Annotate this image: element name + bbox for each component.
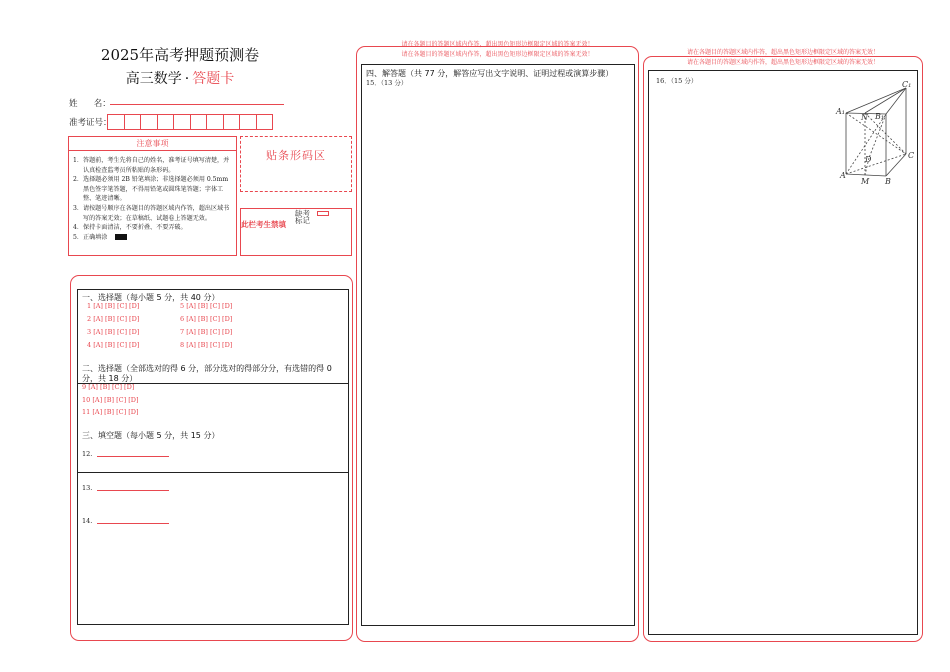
absent-panel <box>240 208 352 256</box>
section3-title: 三、填空题（每小题 5 分，共 15 分） <box>82 431 220 440</box>
figure-label-n: N <box>861 113 868 122</box>
figure-label-a1: A₁ <box>836 107 845 116</box>
fill-blank-13-label: 13. <box>82 484 93 492</box>
exam-id-box[interactable] <box>107 114 125 130</box>
fill-blank-14-label: 14. <box>82 517 93 525</box>
prism-figure <box>832 78 918 186</box>
name-label: 姓 名： <box>69 99 111 109</box>
figure-label-d: D <box>865 155 872 164</box>
notice-item: 4． 保持卡面清洁，不要折叠、不要弄破。 <box>73 224 187 232</box>
notice-item: 5． 正确填涂 <box>73 233 232 243</box>
choice-row-2[interactable]: 2 [A] [B] [C] [D] <box>87 315 140 323</box>
absent-mark-label: 缺考标记 <box>295 209 310 225</box>
exam-id-box[interactable] <box>140 114 158 130</box>
figure-label-c: C <box>908 151 915 160</box>
name-field[interactable] <box>110 104 284 105</box>
figure-label-a: A <box>840 171 846 180</box>
notice-item: 1． 答题前，考生先将自己的姓名，准考证号填写清楚，并认真检查监考员所粘贴的条形码。 <box>73 157 230 174</box>
figure-label-m: M <box>861 177 870 186</box>
barcode-label: 贴条形码区 <box>266 149 326 162</box>
warning-right-1: 请在各题目的答题区域内作答，超出黑色矩形边框限定区域的答案无效！ <box>686 49 879 56</box>
fill-blank-13[interactable] <box>97 490 169 491</box>
exam-id-label: 准考证号： <box>69 118 112 128</box>
fill-blank-14[interactable] <box>97 523 169 524</box>
absent-mark-box[interactable] <box>317 211 329 216</box>
notice-panel <box>68 136 237 256</box>
notice-item: 3． 请按题号顺序在各题目的答题区域内作答，超出区域书写的答案无效；在草稿纸、试题卷上答题无效。 <box>73 204 230 222</box>
choice-row-11[interactable]: 11 [A] [B] [C] [D] <box>82 408 139 416</box>
q16-label: 16．（15 分） <box>656 77 698 85</box>
section4-title: 四、解答题（共 77 分，解答应写出文字说明、证明过程或演算步骤） <box>366 69 614 78</box>
fill-blank-12[interactable] <box>97 456 169 457</box>
choice-row-5[interactable]: 5 [A] [B] [C] [D] <box>180 302 233 310</box>
fill-sample-mark <box>115 234 127 240</box>
absent-label: 此栏考生禁填 <box>241 220 286 229</box>
subtitle-main: 高三数学 <box>125 71 182 87</box>
exam-id-box[interactable] <box>256 114 274 130</box>
warning-right-2: 请在各题目的答题区域内作答，超出黑色矩形边框限定区域的答案无效！ <box>686 59 879 66</box>
exam-id-box[interactable] <box>223 114 241 130</box>
figure-label-b1: B₁ <box>875 112 885 121</box>
choice-row-7[interactable]: 7 [A] [B] [C] [D] <box>180 328 233 336</box>
exam-id-box[interactable] <box>157 114 175 130</box>
choice-row-9[interactable]: 9 [A] [B] [C] [D] <box>82 383 135 391</box>
choice-row-10[interactable]: 10 [A] [B] [C] [D] <box>82 395 139 404</box>
subtitle-dot: · <box>184 71 190 87</box>
section1-title: 一、选择题（每小题 5 分，共 40 分） <box>82 293 220 302</box>
figure-label-c1: C₁ <box>902 80 912 89</box>
warning-top-2: 请在各题目的答题区域内作答，超出黑色矩形边框限定区域的答案无效！ <box>401 51 594 58</box>
warning-top-1: 请在各题目的答题区域内作答，超出黑色矩形边框限定区域的答案无效！ <box>401 41 594 48</box>
fill-blank-12-label: 12. <box>82 450 93 458</box>
page-title: 2025年高考押题预测卷 <box>100 46 260 64</box>
q15-answer-box[interactable] <box>361 64 635 626</box>
fill-answer-box <box>77 472 349 625</box>
choice-column-2 <box>180 302 232 354</box>
exam-id-box[interactable] <box>124 114 142 130</box>
choice-row-8[interactable]: 8 [A] [B] [C] [D] <box>180 341 233 349</box>
barcode-area <box>240 136 352 192</box>
exam-id-box[interactable] <box>239 114 257 130</box>
choice-row-3[interactable]: 3 [A] [B] [C] [D] <box>87 328 140 336</box>
page-subtitle <box>60 68 300 88</box>
figure-label-b: B <box>885 177 891 186</box>
exam-id-box[interactable] <box>190 114 208 130</box>
q15-label: 15．（13 分） <box>366 79 408 87</box>
exam-id-box[interactable] <box>206 114 224 130</box>
choice-column-3 <box>82 383 138 421</box>
choice-row-1[interactable]: 1 [A] [B] [C] [D] <box>87 302 140 310</box>
exam-id-box[interactable] <box>173 114 191 130</box>
notice-list <box>69 151 236 242</box>
exam-id-boxes[interactable] <box>107 114 272 130</box>
notice-title: 注意事项 <box>69 137 236 151</box>
choice-row-6[interactable]: 6 [A] [B] [C] [D] <box>180 315 233 323</box>
subtitle-accent: 答题卡 <box>192 71 235 87</box>
section2-title: 二、选择题（全部选对的得 6 分，部分选对的得部分分，有选错的得 0 分，共 18 分） <box>82 364 332 383</box>
choice-row-4[interactable]: 4 [A] [B] [C] [D] <box>87 341 140 349</box>
choice-column-1 <box>87 302 139 354</box>
notice-item: 2． 选择题必须用 2B 铅笔填涂；非选择题必须用 0.5mm 黑色签字笔答题，不得用铅笔或圆珠笔答题；字体工整、笔迹清晰。 <box>73 176 229 203</box>
